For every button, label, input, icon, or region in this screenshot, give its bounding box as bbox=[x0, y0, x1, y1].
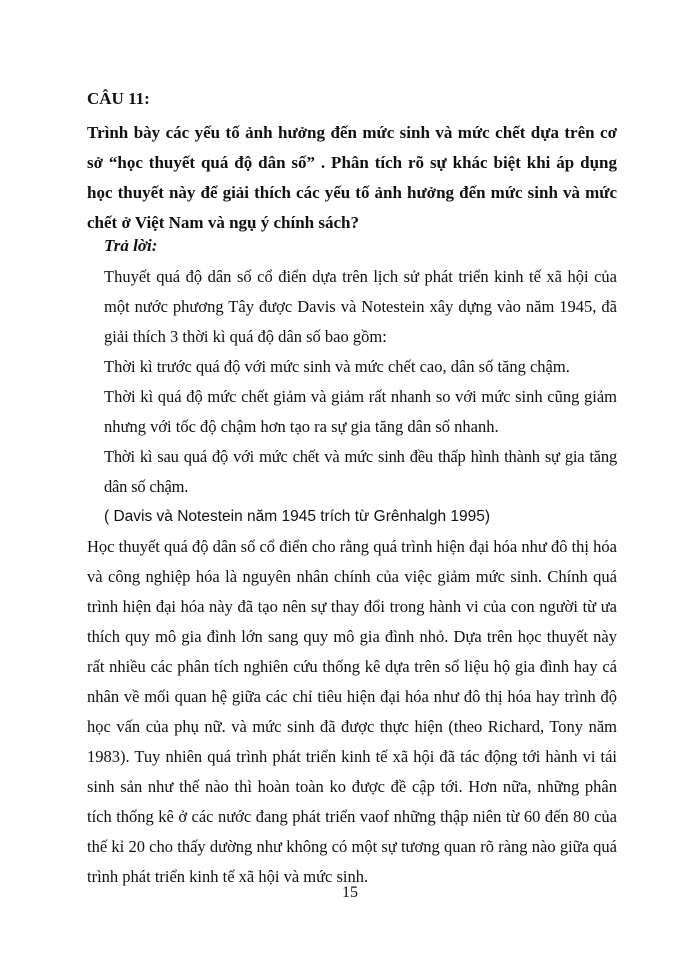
answer-body bbox=[87, 262, 617, 892]
paragraph-classical-theory: Học thuyết quá độ dân số cổ điển cho rằng quá trình hiện đại hóa như đô thị hóa và công nghiệp hóa là nguyên nhân chính của việc giảm mức sinh. Chính quá trình hiện đại hóa này đã tạo nên sự thay đổi trong hành vi của con người từ ưa thích quy mô gia đình lớn sang quy mô gia đình nhỏ. Dựa trên học thuyết này rất nhiều các phân tích nghiên cứu thống kê dựa trên số liệu hộ gia đình hay cá nhân về mối quan hệ giữa các chỉ tiêu hiện đại hóa như đô thị hóa hay trình độ học vấn của phụ nữ. và mức sinh đã được thực hiện (theo Richard, Tony năm 1983). Tuy nhiên quá trình phát triển kinh tế xã hội đã tác động tới hành vi tái sinh sản như thế nào thì hoàn toàn ko được đề cập tới. Hơn nữa, những phân tích thống kê ở các nước đang phát triển vaof những thập niên từ 60 đến 80 của thế kỉ 20 cho thấy dường như không có một sự tương quan rõ ràng nào giữa quá trình phát triển kinh tế xã hội và mức sinh. bbox=[87, 537, 617, 886]
paragraph-pre-transition: Thời kì trước quá độ với mức sinh và mức chết cao, dân số tăng chậm. bbox=[104, 357, 570, 376]
question-text: Trình bày các yếu tố ảnh hưởng đến mức sinh và mức chết dựa trên cơ sở “học thuyết quá độ dân số” . Phân tích rõ sự khác biệt khi áp dụng học thuyết này để giải thích các yếu tố ảnh hưởng đến mức sinh và mức chết ở Việt Nam và ngụ ý chính sách? bbox=[87, 123, 617, 232]
page-number: 15 bbox=[342, 884, 358, 901]
question-heading: CÂU 11: bbox=[87, 89, 150, 108]
paragraph-post-transition: Thời kì sau quá độ với mức chết và mức sinh đều thấp hình thành sự gia tăng dân số chậm. bbox=[104, 447, 617, 496]
paragraph-transition: Thời kì quá độ mức chết giảm và giảm rất nhanh so với mức sinh cũng giảm nhưng với tốc độ chậm hơn tạo ra sự gia tăng dân số nhanh. bbox=[104, 387, 617, 436]
paragraph-intro: Thuyết quá độ dân số cổ điển dựa trên lịch sử phát triển kinh tế xã hội của một nước phương Tây được Davis và Notestein xây dựng vào năm 1945, đã giải thích 3 thời kì quá độ dân số bao gồm: bbox=[104, 267, 617, 346]
citation: ( Davis và Notestein năm 1945 trích từ Grênhalgh 1995) bbox=[104, 508, 491, 525]
answer-label: Trả lời: bbox=[104, 236, 158, 255]
